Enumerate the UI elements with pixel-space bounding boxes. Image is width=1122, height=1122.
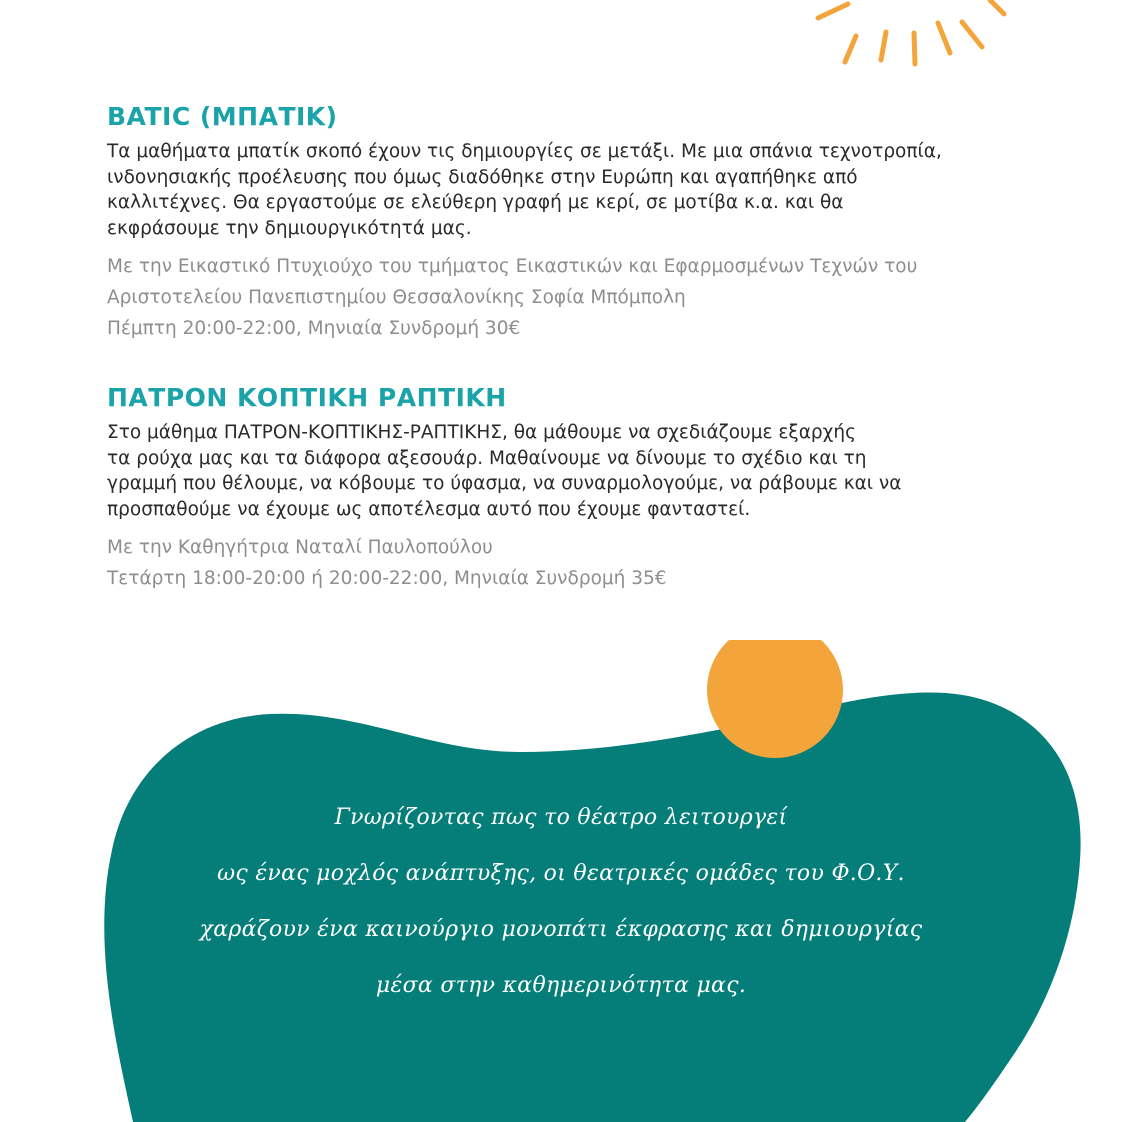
schedule-fee-line: Πέμπτη 20:00-22:00, Μηνιαία Συνδρομή 30€	[107, 318, 521, 339]
description-line: τα ρούχα μας και τα διάφορα αξεσουάρ. Μαθαίνουμε να δίνουμε το σχέδιο και τη	[107, 447, 867, 469]
section-title: ΠΑΤΡΟΝ ΚΟΠΤΙΚΗ ΡΑΠΤΙΚΗ	[107, 383, 507, 412]
section-batic	[107, 101, 1027, 344]
sun-ray	[881, 32, 886, 60]
sun-rays-decoration	[800, 0, 1020, 80]
description-line: Στο μάθημα ΠΑΤΡΟΝ-ΚΟΠΤΙΚΗΣ-ΡΑΠΤΙΚΗΣ, θα μάθουμε να σχεδιάζουμε εξαρχής	[107, 422, 856, 443]
sun-ray	[845, 36, 856, 62]
sun-ray	[914, 33, 915, 64]
description-line: εκφράσουμε την δημιουργικότητά μας.	[107, 217, 472, 239]
section-description	[107, 139, 1027, 241]
quote-line: ως ένας μοχλός ανάπτυξης, οι θεατρικές ομάδες του Φ.Ο.Υ.	[217, 861, 905, 886]
instructor-line: Με την Εικαστικό Πτυχιούχο του τμήματος Εικαστικών και Εφαρμοσμένων Τεχνών του	[107, 256, 918, 277]
description-line: προσπαθούμε να έχουμε ως αποτέλεσμα αυτό που έχουμε φανταστεί.	[107, 498, 751, 520]
section-meta	[107, 532, 1027, 594]
sun-ray	[818, 4, 848, 18]
sun-ray	[962, 22, 982, 47]
description-line: Τα μαθήματα μπατίκ σκοπό έχουν τις δημιουργίες σε μετάξι. Με μια σπάνια τεχνοτροπία,	[107, 141, 942, 162]
section-title: BATIC (ΜΠΑΤΙΚ)	[107, 102, 338, 131]
quote-line: χαράζουν ένα καινούργιο μονοπάτι έκφρασης και δημιουργίας	[199, 917, 923, 942]
sun-ray	[990, 0, 1004, 14]
schedule-fee-line: Τετάρτη 18:00-20:00 ή 20:00-22:00, Μηνιαία Συνδρομή 35€	[107, 568, 667, 589]
sun-ray	[938, 23, 950, 53]
quote-line: Γνωρίζοντας πως το θέατρο λειτουργεί	[334, 805, 788, 830]
section-patron	[107, 382, 1027, 594]
quote	[0, 790, 1122, 1014]
description-line: γραμμή που θέλουμε, να κόβουμε το ύφασμα, να συναρμολογούμε, να ράβουμε και να	[107, 473, 902, 494]
instructor-line: Με την Καθηγήτρια Ναταλί Παυλοπούλου	[107, 537, 493, 558]
section-description	[107, 420, 1027, 522]
description-line: ινδονησιακής προέλευσης που όμως διαδόθηκε στην Ευρώπη και αγαπήθηκε από	[107, 166, 858, 188]
quote-line: μέσα στην καθημερινότητα μας.	[375, 973, 747, 998]
section-meta	[107, 251, 1027, 344]
instructor-line: Αριστοτελείου Πανεπιστημίου Θεσσαλονίκης Σοφία Μπόμπολη	[107, 287, 686, 308]
description-line: καλλιτέχνες. Θα εργαστούμε σε ελεύθερη γραφή με κερί, σε μοτίβα κ.α. και θα	[107, 192, 844, 213]
